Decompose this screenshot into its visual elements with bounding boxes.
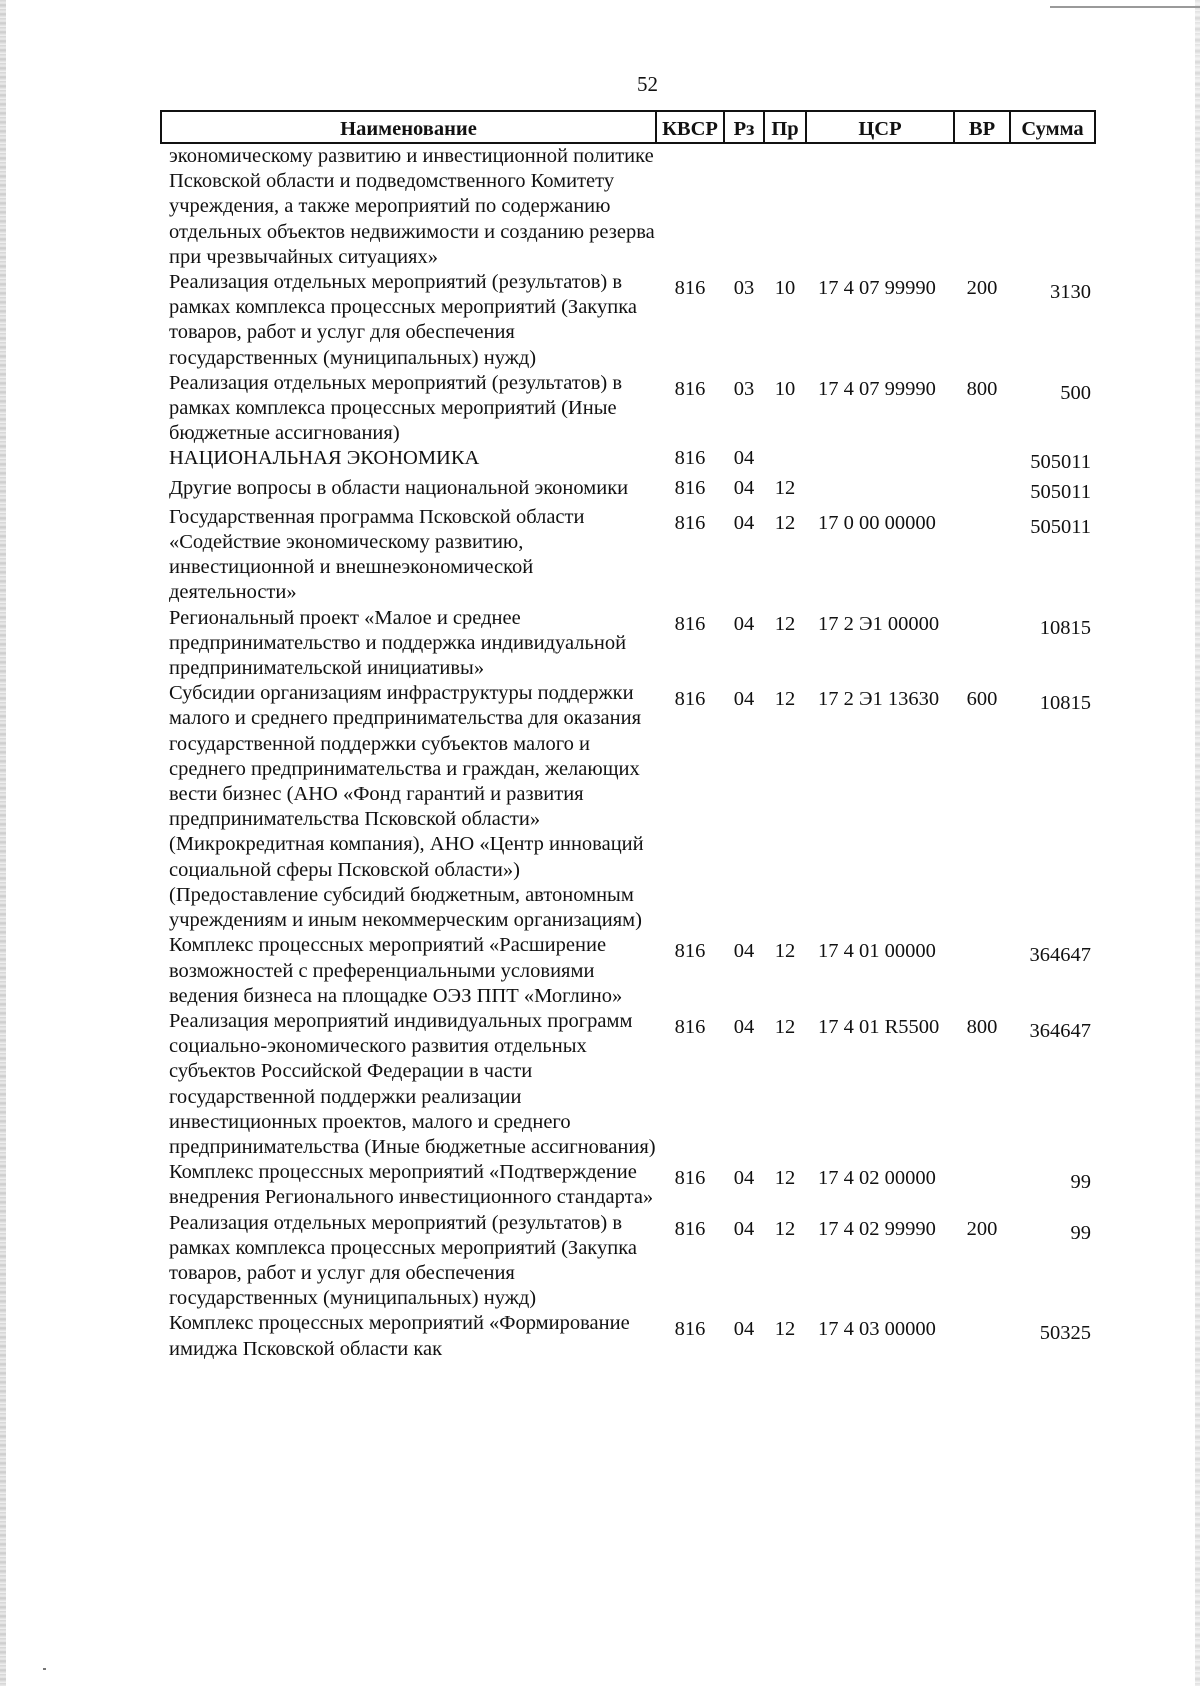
header-rz: Рз bbox=[724, 111, 764, 143]
row-name: Другие вопросы в области национальной экономики bbox=[169, 476, 629, 499]
scan-top-line bbox=[1050, 6, 1200, 8]
row-pr: 12 bbox=[774, 1015, 796, 1038]
row-kvsr: 816 bbox=[674, 612, 706, 635]
table-row bbox=[161, 933, 1095, 1009]
budget-table bbox=[160, 110, 1096, 1362]
row-sum bbox=[1010, 143, 1095, 270]
table-row bbox=[161, 371, 1095, 447]
row-pr bbox=[764, 446, 806, 475]
row-name: Государственная программа Псковской области «Содействие экономическому развитию, инвестиционной и внешнеэкономической деятельности» bbox=[169, 505, 585, 604]
row-sum: 500 bbox=[1060, 381, 1091, 404]
row-csr: 17 4 07 99990 bbox=[818, 277, 936, 300]
row-kvsr: 816 bbox=[674, 277, 706, 300]
row-sum: 99 bbox=[1070, 1221, 1091, 1244]
row-rz bbox=[724, 143, 764, 270]
row-name: Комплекс процессных мероприятий «Подтверждение внедрения Регионального инвестиционного стандарта» bbox=[169, 1161, 654, 1209]
table-row bbox=[161, 446, 1095, 475]
table-row bbox=[161, 476, 1095, 505]
row-vr: 800 bbox=[966, 377, 998, 400]
row-vr bbox=[954, 1160, 1010, 1210]
row-name: Субсидии организациям инфраструктуры поддержки малого и среднего предпринимательства для оказания государственной поддержки субъектов малого и среднего предпринимательства и граждан, желающих вести бизнес (АНО «Фонд гарантий и развития предпринимательства Псковской области» (Микрокредитная компания), АНО «Центр инноваций социальной сферы Псковской области») (Предоставление субсидий бюджетным, автономным учреждениям и иным некоммерческим организациям) bbox=[169, 682, 644, 932]
row-sum: 505011 bbox=[1030, 480, 1091, 503]
row-rz: 03 bbox=[733, 277, 755, 300]
row-csr bbox=[806, 476, 954, 505]
row-kvsr: 816 bbox=[674, 377, 706, 400]
row-pr: 12 bbox=[774, 612, 796, 635]
row-vr bbox=[954, 446, 1010, 475]
row-vr: 800 bbox=[966, 1015, 998, 1038]
row-kvsr: 816 bbox=[674, 1217, 706, 1240]
table-row bbox=[161, 143, 1095, 270]
row-csr bbox=[806, 446, 954, 475]
row-sum: 50325 bbox=[1039, 1322, 1091, 1345]
row-rz: 04 bbox=[733, 1167, 755, 1190]
row-vr: 600 bbox=[966, 688, 998, 711]
row-kvsr: 816 bbox=[674, 476, 706, 499]
row-name: НАЦИОНАЛЬНАЯ ЭКОНОМИКА bbox=[169, 447, 480, 470]
scan-edge-right bbox=[1195, 0, 1200, 1686]
table-header-row bbox=[161, 111, 1095, 143]
scan-edge-left bbox=[0, 0, 6, 1686]
row-vr bbox=[954, 1311, 1010, 1361]
row-rz: 03 bbox=[733, 377, 755, 400]
row-vr bbox=[954, 476, 1010, 505]
row-name: экономическому развитию и инвестиционной политике Псковской области и подведомственного Комитету учреждения, а также мероприятий по содержанию отдельных объектов недвижимости и созданию резерва при чрезвычайных ситуациях» bbox=[169, 145, 655, 268]
row-pr: 12 bbox=[774, 476, 796, 499]
row-kvsr: 816 bbox=[674, 1167, 706, 1190]
row-sum: 10815 bbox=[1039, 692, 1091, 715]
table-row bbox=[161, 1160, 1095, 1210]
row-name: Комплекс процессных мероприятий «Расширение возможностей с преференциальными условиями ведения бизнеса на площадке ОЭЗ ППТ «Моглино» bbox=[169, 934, 623, 1007]
row-vr bbox=[954, 606, 1010, 682]
header-csr: ЦСР bbox=[806, 111, 954, 143]
row-rz: 04 bbox=[733, 476, 755, 499]
row-csr: 17 2 Э1 13630 bbox=[818, 688, 940, 711]
row-name: Реализация мероприятий индивидуальных программ социально-экономического развития отдельных субъектов Российской Федерации в части государственной поддержки реализации инвестиционных проектов, малого и среднего предпринимательства (Иные бюджетные ассигнования) bbox=[169, 1009, 656, 1158]
header-sum: Сумма bbox=[1010, 111, 1095, 143]
page-number: 52 bbox=[637, 72, 658, 96]
header-kvsr: КВСР bbox=[656, 111, 724, 143]
row-sum: 505011 bbox=[1030, 515, 1091, 538]
table-row bbox=[161, 1211, 1095, 1312]
row-rz: 04 bbox=[733, 688, 755, 711]
row-kvsr: 816 bbox=[674, 940, 706, 963]
scan-speck bbox=[43, 1668, 46, 1670]
row-name: Реализация отдельных мероприятий (результатов) в рамках комплекса процессных мероприятий (Закупка товаров, работ и услуг для обеспечения государственных (муниципальных) нужд) bbox=[169, 271, 637, 369]
row-sum: 364647 bbox=[1029, 944, 1091, 967]
row-pr: 12 bbox=[774, 940, 796, 963]
row-csr bbox=[806, 143, 954, 270]
row-rz: 04 bbox=[733, 447, 755, 470]
row-name: Реализация отдельных мероприятий (результатов) в рамках комплекса процессных мероприятий (Закупка товаров, работ и услуг для обеспечения государственных (муниципальных) нужд) bbox=[169, 1211, 637, 1310]
row-rz: 04 bbox=[733, 1217, 755, 1240]
row-csr: 17 4 01 R5500 bbox=[818, 1015, 940, 1038]
row-pr: 10 bbox=[774, 377, 796, 400]
row-csr: 17 4 02 99990 bbox=[818, 1217, 936, 1240]
table-row bbox=[161, 1311, 1095, 1361]
row-name: Реализация отдельных мероприятий (результатов) в рамках комплекса процессных мероприятий (Иные бюджетные ассигнования) bbox=[169, 371, 623, 445]
row-sum: 364647 bbox=[1029, 1019, 1091, 1042]
row-pr: 12 bbox=[774, 1318, 796, 1341]
row-csr: 17 4 07 99990 bbox=[818, 377, 936, 400]
table-row bbox=[161, 606, 1095, 682]
row-csr: 17 4 03 00000 bbox=[818, 1318, 936, 1341]
row-pr: 12 bbox=[774, 1167, 796, 1190]
row-vr bbox=[954, 505, 1010, 606]
row-rz: 04 bbox=[733, 940, 755, 963]
row-pr bbox=[764, 143, 806, 270]
table-row bbox=[161, 505, 1095, 606]
row-vr bbox=[954, 143, 1010, 270]
row-rz: 04 bbox=[733, 1015, 755, 1038]
row-kvsr: 816 bbox=[674, 1015, 706, 1038]
row-csr: 17 4 01 00000 bbox=[818, 940, 936, 963]
row-csr: 17 2 Э1 00000 bbox=[818, 612, 940, 635]
row-sum: 505011 bbox=[1030, 451, 1091, 474]
header-name: Наименование bbox=[161, 111, 656, 143]
row-vr bbox=[954, 933, 1010, 1009]
table-row bbox=[161, 1009, 1095, 1160]
row-sum: 3130 bbox=[1050, 281, 1091, 304]
table-row bbox=[161, 270, 1095, 371]
row-pr: 12 bbox=[774, 511, 796, 534]
row-name: Комплекс процессных мероприятий «Формирование имиджа Псковской области как bbox=[169, 1312, 630, 1360]
row-rz: 04 bbox=[733, 1318, 755, 1341]
row-name: Региональный проект «Малое и среднее предпринимательство и поддержка индивидуальной предпринимательской инициативы» bbox=[169, 606, 627, 680]
row-kvsr: 816 bbox=[674, 688, 706, 711]
row-sum: 99 bbox=[1070, 1171, 1091, 1194]
row-csr: 17 0 00 00000 bbox=[818, 511, 936, 534]
row-kvsr bbox=[656, 143, 724, 270]
header-pr: Пр bbox=[764, 111, 806, 143]
row-pr: 10 bbox=[774, 277, 796, 300]
row-kvsr: 816 bbox=[674, 1318, 706, 1341]
row-pr: 12 bbox=[774, 688, 796, 711]
header-vr: ВР bbox=[954, 111, 1010, 143]
row-sum: 10815 bbox=[1039, 616, 1091, 639]
row-vr: 200 bbox=[966, 1217, 998, 1240]
row-vr: 200 bbox=[966, 277, 998, 300]
row-rz: 04 bbox=[733, 511, 755, 534]
table-row bbox=[161, 681, 1095, 933]
row-csr: 17 4 02 00000 bbox=[818, 1167, 936, 1190]
row-kvsr: 816 bbox=[674, 447, 706, 470]
row-pr: 12 bbox=[774, 1217, 796, 1240]
row-kvsr: 816 bbox=[674, 511, 706, 534]
row-rz: 04 bbox=[733, 612, 755, 635]
